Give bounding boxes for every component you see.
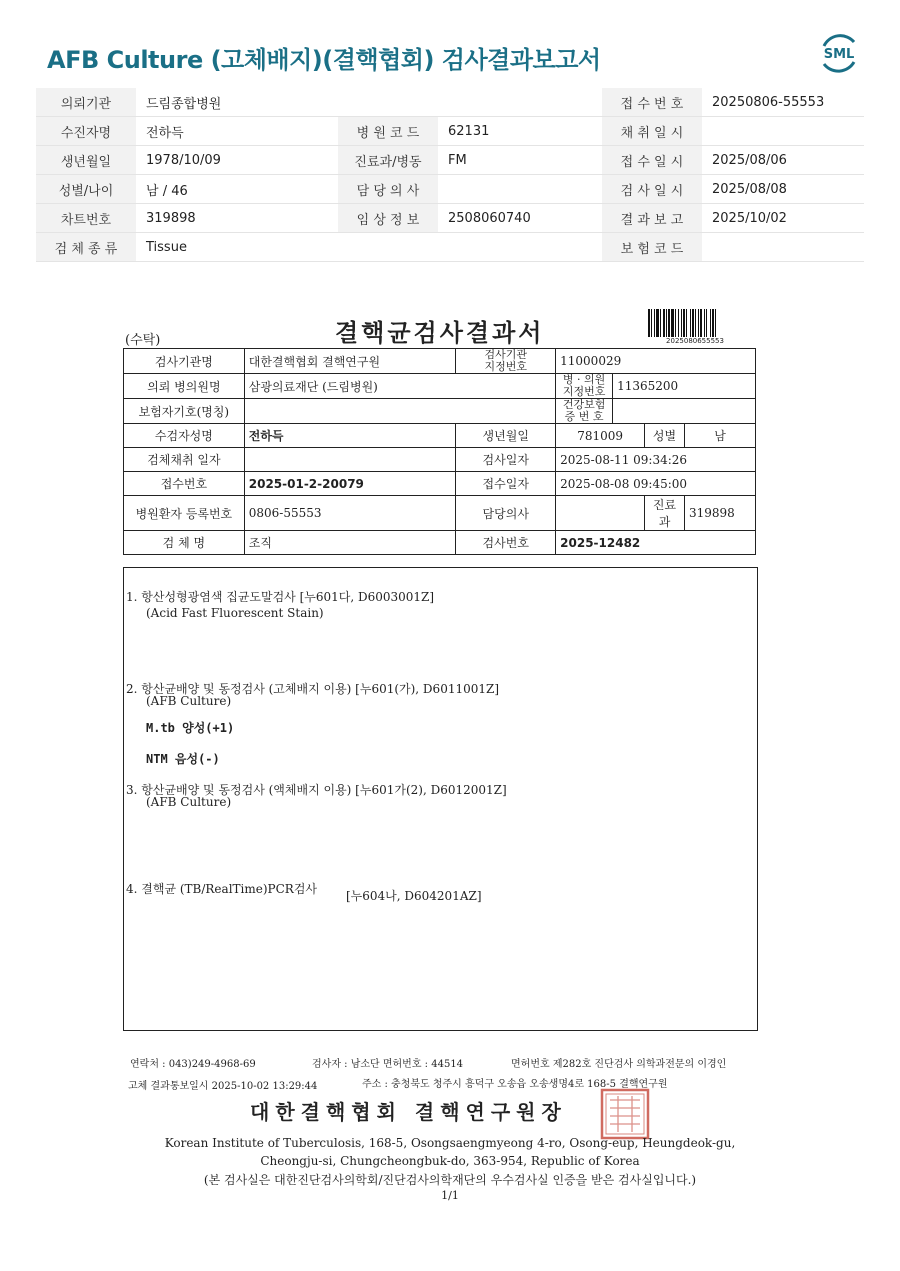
barcode-bar — [666, 309, 667, 337]
table-row: 검사기관명 대한결핵협회 결핵연구원 검사기관 지정번호 11000029 — [124, 349, 756, 374]
test-item-4-code: [누604나, D604201AZ] — [346, 889, 482, 903]
page-number: 1/1 — [441, 1189, 459, 1202]
contact-info: 연락처 : 043)249-4968-69 — [130, 1059, 256, 1070]
barcode-bar — [704, 309, 705, 337]
table-row: 검 체 명 조직 검사번호 2025-12482 — [124, 531, 756, 555]
certification-note: (본 검사실은 대한진단검사의학회/진단검사의학재단의 우수검사실 인증을 받은 검사실입니다.) — [203, 1173, 697, 1187]
table-row: 차트번호 319898 임 상 정 보 2508060740 결 과 보 고 2025/10/02 — [36, 204, 864, 233]
barcode-bar — [692, 309, 694, 337]
svg-text:SML: SML — [823, 47, 855, 62]
table-row: 수진자명 전하득 병 원 코 드 62131 채 취 일 시 — [36, 117, 864, 146]
table-row: 의뢰기관 드림종합병원 접 수 번 호 20250806-55553 — [36, 88, 864, 117]
barcode-bar — [715, 309, 716, 337]
table-row: 성별/나이 남 / 46 담 당 의 사 검 사 일 시 2025/08/08 — [36, 175, 864, 204]
barcode-bar — [690, 309, 691, 337]
barcode-bar — [678, 309, 679, 337]
barcode-bar — [706, 309, 707, 337]
table-row: 생년월일 1978/10/09 진료과/병동 FM 접 수 일 시 2025/08/06 — [36, 146, 864, 175]
barcode-bar — [675, 309, 676, 337]
test-item-3-sub: (AFB Culture) — [146, 795, 232, 809]
address: 주소 : 충청북도 청주시 흥덕구 오송읍 오송생명4로 168-5 결핵연구원 — [362, 1079, 668, 1090]
barcode-bar — [668, 309, 670, 337]
barcode-bar — [663, 309, 665, 337]
barcode-bar — [698, 309, 699, 337]
test-results-box — [123, 567, 758, 1031]
table-row: 검 체 종 류 Tissue 보 험 코 드 — [36, 233, 864, 262]
test-item-2: 2. 항산균배양 및 동정검사 (고체배지 이용) [누601(가), D6011001Z] — [126, 682, 500, 696]
report-heading: 결핵균검사결과서 — [335, 318, 545, 347]
institute-address-en-1: Korean Institute of Tuberculosis, 168-5, Osongsaengmyeong 4-ro, Osong-eup, Heungdeok-gu, — [164, 1136, 736, 1150]
barcode-bar — [700, 309, 702, 337]
barcode-bar — [695, 309, 696, 337]
test-item-1: 1. 항산성형광염색 집균도말검사 [누601다, D6003001Z] — [126, 590, 435, 604]
barcode-bar — [710, 309, 711, 337]
result-mtb: M.tb 양성(+1) — [146, 721, 235, 735]
table-row: 수검자성명 전하득 생년월일 781009 성별 남 — [124, 424, 756, 448]
barcode-bar — [648, 309, 650, 337]
report-title: AFB Culture (고체배지)(결핵협회) 검사결과보고서 — [47, 46, 601, 74]
barcode-bar — [686, 309, 687, 337]
institute-name: 대한결핵협회 결핵연구원장 — [250, 1100, 567, 1124]
barcode-bar — [660, 309, 661, 337]
specialist-info: 면허번호 제282호 진단검사 의학과전문의 이경인 — [511, 1059, 727, 1070]
report-info-table — [123, 348, 756, 555]
test-item-2-sub: (AFB Culture) — [146, 694, 232, 708]
result-ntm: NTM 음성(-) — [146, 752, 220, 766]
barcode-bar — [712, 309, 714, 337]
consignment-label: (수탁) — [125, 333, 161, 348]
notify-time: 고체 결과통보일시 2025-10-02 13:29:44 — [128, 1081, 318, 1092]
test-item-1-sub: (Acid Fast Fluorescent Stain) — [146, 606, 324, 620]
table-row: 의뢰 병의원명 삼광의료재단 (드림병원) 병 · 의원 지정번호 11365200 — [124, 374, 756, 399]
barcode-bar — [654, 309, 655, 337]
barcode-bar — [681, 309, 682, 337]
test-item-4: 4. 결핵균 (TB/RealTime)PCR검사 — [126, 882, 318, 896]
table-row: 보험자기호(명칭) 건강보험 증 번 호 — [124, 399, 756, 424]
barcode-bar — [671, 309, 674, 337]
official-seal-icon — [600, 1088, 650, 1140]
test-item-3: 3. 항산균배양 및 동정검사 (액체배지 이용) [누601가(2), D6012001Z] — [126, 783, 507, 797]
barcode-bar — [683, 309, 685, 337]
barcode-bar — [656, 309, 659, 337]
table-row: 병원환자 등록번호 0806-55553 담당의사 진료과 319898 — [124, 496, 756, 531]
institute-address-en-2: Cheongju-si, Chungcheongbuk-do, 363-954, Republic of Korea — [260, 1154, 640, 1168]
barcode-bar — [651, 309, 652, 337]
barcode-number: 2025080655553 — [666, 337, 724, 345]
table-row: 검체채취 일자 검사일자 2025-08-11 09:34:26 — [124, 448, 756, 472]
barcode — [648, 309, 742, 337]
tester-info: 검사자 : 남소단 면허번호 : 44514 — [312, 1059, 464, 1070]
table-row: 접수번호 2025-01-2-20079 접수일자 2025-08-08 09:45:00 — [124, 472, 756, 496]
